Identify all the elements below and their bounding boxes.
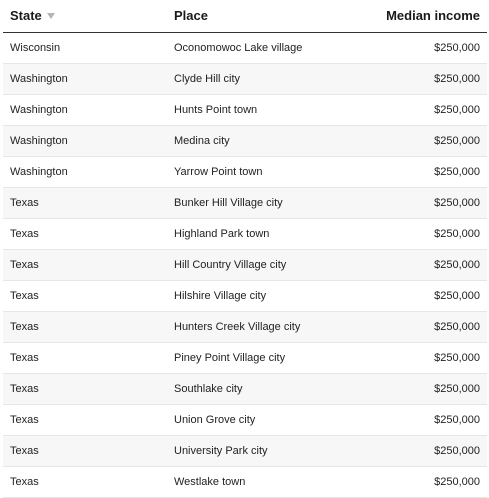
cell-median-income: $250,000 (357, 373, 487, 404)
table-row (3, 311, 487, 342)
cell-median-income: $250,000 (357, 32, 487, 63)
data-table-container (3, 0, 487, 498)
table-row (3, 187, 487, 218)
cell-median-income: $250,000 (357, 404, 487, 435)
cell-place: Highland Park town (167, 218, 357, 249)
cell-state: Washington (3, 63, 167, 94)
cell-median-income: $250,000 (357, 156, 487, 187)
cell-median-income: $250,000 (357, 466, 487, 497)
column-header-state-label: State (10, 8, 42, 24)
cell-median-income: $250,000 (357, 187, 487, 218)
cell-place: Westlake town (167, 466, 357, 497)
table-row (3, 249, 487, 280)
table-header (3, 0, 487, 32)
cell-place: Hunters Creek Village city (167, 311, 357, 342)
column-header-median-income[interactable] (357, 0, 487, 32)
cell-median-income: $250,000 (357, 342, 487, 373)
table-body (3, 32, 487, 497)
cell-place: Medina city (167, 125, 357, 156)
cell-state: Texas (3, 404, 167, 435)
table-row (3, 156, 487, 187)
cell-state: Texas (3, 373, 167, 404)
income-table (3, 0, 487, 498)
cell-place: Oconomowoc Lake village (167, 32, 357, 63)
cell-place: Clyde Hill city (167, 63, 357, 94)
column-header-place-label: Place (174, 8, 208, 24)
cell-median-income: $250,000 (357, 63, 487, 94)
cell-place: University Park city (167, 435, 357, 466)
cell-median-income: $250,000 (357, 125, 487, 156)
cell-state: Washington (3, 125, 167, 156)
cell-median-income: $250,000 (357, 280, 487, 311)
cell-place: Yarrow Point town (167, 156, 357, 187)
table-row (3, 125, 487, 156)
table-row (3, 373, 487, 404)
cell-place: Hilshire Village city (167, 280, 357, 311)
cell-state: Texas (3, 342, 167, 373)
table-row (3, 63, 487, 94)
cell-median-income: $250,000 (357, 435, 487, 466)
column-header-median-income-label: Median income (386, 8, 480, 24)
cell-state: Wisconsin (3, 32, 167, 63)
cell-place: Union Grove city (167, 404, 357, 435)
sort-descending-icon[interactable] (47, 13, 55, 19)
cell-place: Hill Country Village city (167, 249, 357, 280)
table-row (3, 280, 487, 311)
table-row (3, 94, 487, 125)
cell-state: Texas (3, 311, 167, 342)
cell-median-income: $250,000 (357, 94, 487, 125)
cell-median-income: $250,000 (357, 218, 487, 249)
table-row (3, 218, 487, 249)
column-header-place[interactable] (167, 0, 357, 32)
header-row (3, 0, 487, 32)
cell-state: Texas (3, 218, 167, 249)
cell-place: Southlake city (167, 373, 357, 404)
cell-state: Texas (3, 466, 167, 497)
cell-state: Texas (3, 187, 167, 218)
cell-median-income: $250,000 (357, 249, 487, 280)
cell-state: Texas (3, 435, 167, 466)
cell-state: Texas (3, 249, 167, 280)
table-row (3, 435, 487, 466)
cell-state: Washington (3, 94, 167, 125)
table-row (3, 342, 487, 373)
cell-median-income: $250,000 (357, 311, 487, 342)
column-header-state[interactable] (3, 0, 167, 32)
cell-state: Washington (3, 156, 167, 187)
cell-place: Hunts Point town (167, 94, 357, 125)
cell-place: Bunker Hill Village city (167, 187, 357, 218)
cell-place: Piney Point Village city (167, 342, 357, 373)
table-row (3, 32, 487, 63)
cell-state: Texas (3, 280, 167, 311)
table-row (3, 404, 487, 435)
table-row (3, 466, 487, 497)
